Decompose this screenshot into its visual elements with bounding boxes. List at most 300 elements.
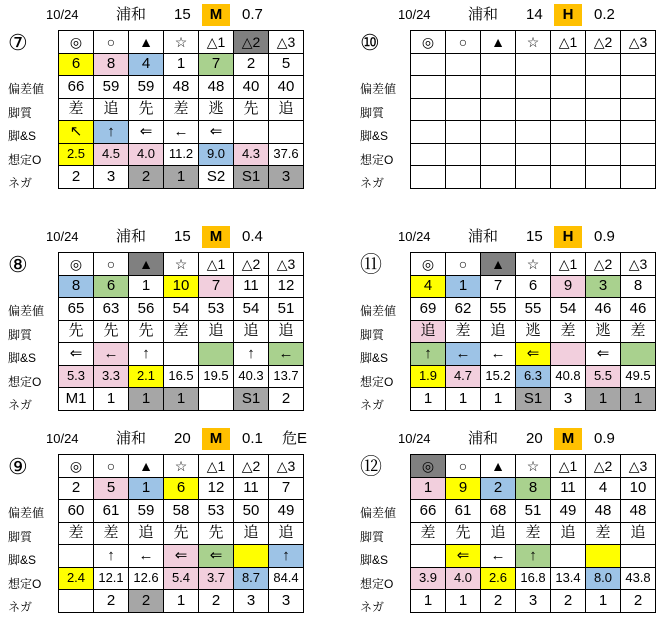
table-cell: 先: [199, 522, 234, 545]
table-cell: 19.5: [199, 365, 234, 388]
table-cell: 1.9: [411, 365, 446, 388]
table-cell: ←: [94, 343, 129, 366]
table-cell: △3: [269, 253, 304, 276]
table-cell: 56: [129, 298, 164, 321]
table-cell: ◎: [411, 253, 446, 276]
race-index-value: 0.2: [594, 6, 615, 23]
race-panel: [356, 428, 665, 628]
table-cell: ↑: [129, 343, 164, 366]
race-warning: 危E: [282, 430, 308, 447]
table-cell: ←: [446, 343, 481, 366]
leg-speed-row: [59, 121, 304, 144]
table-cell: 69: [411, 298, 446, 321]
table-cell: 先: [446, 522, 481, 545]
table-cell: △1: [199, 31, 234, 54]
table-cell: 65: [59, 298, 94, 321]
race-date: 10/24: [46, 7, 79, 22]
race-grade-badge: M: [202, 428, 230, 450]
table-cell: ○: [446, 253, 481, 276]
deviation-row: [59, 298, 304, 321]
table-cell: ▲: [481, 455, 516, 478]
table-cell: 9: [446, 477, 481, 500]
table-cell: 先: [59, 320, 94, 343]
table-cell: 差: [621, 320, 656, 343]
table-cell: 3: [94, 166, 129, 189]
table-cell: 追: [269, 522, 304, 545]
row-label: 脚&S: [360, 129, 389, 143]
table-cell: ⇐: [199, 545, 234, 568]
table-cell: [551, 545, 586, 568]
table-cell: 1: [411, 477, 446, 500]
table-cell: 2: [129, 590, 164, 613]
race-panel: [356, 4, 665, 204]
table-cell: 11: [234, 477, 269, 500]
table-cell: 追: [269, 98, 304, 121]
expected-odds-row: [411, 567, 656, 590]
table-cell: S1: [516, 388, 551, 411]
table-cell: 1: [586, 388, 621, 411]
table-cell: 2: [59, 477, 94, 500]
table-cell: 46: [621, 298, 656, 321]
race-grade-badge: M: [202, 4, 230, 26]
table-cell: 差: [411, 522, 446, 545]
race-index-value: 0.9: [594, 430, 615, 447]
table-cell: S1: [234, 166, 269, 189]
expected-odds-row: [411, 143, 656, 166]
table-cell: ⇐: [446, 545, 481, 568]
table-cell: 63: [94, 298, 129, 321]
expected-odds-row: [59, 143, 304, 166]
table-cell: [551, 76, 586, 99]
table-cell: ○: [94, 455, 129, 478]
table-cell: 54: [164, 298, 199, 321]
table-cell: [269, 121, 304, 144]
table-cell: 40: [269, 76, 304, 99]
mark-row: [411, 455, 656, 478]
table-cell: [621, 121, 656, 144]
table-cell: [621, 143, 656, 166]
table-cell: ◎: [411, 455, 446, 478]
table-cell: 1: [411, 388, 446, 411]
table-cell: [446, 53, 481, 76]
table-cell: ☆: [164, 253, 199, 276]
race-header: [4, 226, 324, 248]
table-cell: △3: [621, 31, 656, 54]
table-cell: 40.3: [234, 365, 269, 388]
race-date: 10/24: [46, 431, 79, 446]
table-cell: 8: [516, 477, 551, 500]
table-cell: 差: [516, 522, 551, 545]
table-cell: 54: [551, 298, 586, 321]
table-cell: 60: [59, 500, 94, 523]
table-cell: 4: [411, 275, 446, 298]
race-header: [356, 226, 665, 248]
table-cell: [234, 121, 269, 144]
table-cell: 2: [551, 590, 586, 613]
table-cell: 2: [621, 590, 656, 613]
row-label: 脚質: [360, 105, 385, 120]
table-cell: 66: [411, 500, 446, 523]
table-cell: 6: [94, 275, 129, 298]
table-cell: 3: [586, 275, 621, 298]
table-cell: 1: [164, 590, 199, 613]
table-cell: M1: [59, 388, 94, 411]
table-cell: 追: [94, 98, 129, 121]
table-cell: ☆: [516, 31, 551, 54]
mark-row: [411, 253, 656, 276]
leg-speed-row: [411, 121, 656, 144]
table-cell: [446, 166, 481, 189]
race-number: ⑫: [360, 454, 383, 479]
table-cell: 1: [129, 388, 164, 411]
table-cell: [516, 76, 551, 99]
table-cell: 5: [269, 53, 304, 76]
table-cell: 追: [269, 320, 304, 343]
table-cell: 2: [481, 477, 516, 500]
table-cell: 2: [94, 590, 129, 613]
table-cell: 2.1: [129, 365, 164, 388]
horse-number-row: [59, 53, 304, 76]
row-label: ネガ: [360, 398, 385, 412]
race-grade-badge: H: [554, 4, 582, 26]
table-cell: 68: [481, 500, 516, 523]
table-cell: [164, 343, 199, 366]
table-cell: 54: [234, 298, 269, 321]
race-venue: 浦和: [116, 6, 147, 23]
table-cell: ⇐: [586, 343, 621, 366]
table-cell: △1: [199, 253, 234, 276]
table-cell: 1: [164, 166, 199, 189]
table-cell: 49.5: [621, 365, 656, 388]
running-style-row: [59, 98, 304, 121]
table-cell: 12.6: [129, 567, 164, 590]
table-cell: 12: [269, 275, 304, 298]
table-cell: [446, 143, 481, 166]
table-cell: S1: [234, 388, 269, 411]
table-cell: 3.9: [411, 567, 446, 590]
table-cell: 40.8: [551, 365, 586, 388]
table-cell: [411, 143, 446, 166]
table-cell: 8.0: [586, 567, 621, 590]
horse-number-row: [59, 477, 304, 500]
table-cell: 1: [446, 590, 481, 613]
table-cell: [621, 166, 656, 189]
deviation-row: [59, 76, 304, 99]
table-cell: ▲: [129, 455, 164, 478]
race-index-value: 0.1: [242, 430, 263, 447]
table-cell: 5.5: [586, 365, 621, 388]
table-cell: 12: [199, 477, 234, 500]
table-cell: 1: [129, 477, 164, 500]
prediction-table: [410, 252, 656, 411]
deviation-row: [411, 298, 656, 321]
table-cell: 53: [199, 298, 234, 321]
table-cell: 37.6: [269, 143, 304, 166]
table-cell: ←: [129, 545, 164, 568]
table-cell: △2: [586, 31, 621, 54]
mark-row: [59, 31, 304, 54]
negative-row: [59, 166, 304, 189]
table-cell: 4.3: [234, 143, 269, 166]
table-cell: ☆: [516, 253, 551, 276]
row-label: 脚&S: [8, 129, 37, 143]
row-label: 偏差値: [360, 304, 397, 318]
table-cell: 61: [94, 500, 129, 523]
table-cell: 8: [621, 275, 656, 298]
table-cell: 1: [446, 275, 481, 298]
table-cell: 1: [621, 388, 656, 411]
race-date: 10/24: [398, 431, 431, 446]
table-cell: 3.7: [199, 567, 234, 590]
table-cell: 49: [551, 500, 586, 523]
table-cell: 3.3: [94, 365, 129, 388]
table-cell: 2: [59, 166, 94, 189]
table-cell: [446, 121, 481, 144]
expected-odds-row: [59, 567, 304, 590]
running-style-row: [411, 98, 656, 121]
table-cell: 62: [446, 298, 481, 321]
leg-speed-row: [411, 343, 656, 366]
table-cell: 2: [129, 166, 164, 189]
field-size: 20: [526, 430, 543, 447]
race-venue: 浦和: [468, 6, 499, 23]
table-cell: [586, 53, 621, 76]
leg-speed-row: [59, 545, 304, 568]
race-venue: 浦和: [468, 228, 499, 245]
race-index-value: 0.4: [242, 228, 263, 245]
table-cell: 差: [164, 320, 199, 343]
race-header: [4, 428, 324, 450]
table-cell: ↖: [59, 121, 94, 144]
row-label: 想定O: [360, 152, 394, 167]
table-cell: 51: [269, 298, 304, 321]
table-cell: 7: [199, 275, 234, 298]
table-cell: 4.0: [129, 143, 164, 166]
horse-number-row: [59, 275, 304, 298]
row-label: 想定O: [360, 374, 394, 389]
row-label: 偏差値: [8, 304, 45, 318]
table-cell: 10: [164, 275, 199, 298]
table-cell: 差: [586, 522, 621, 545]
prediction-table: [58, 30, 304, 189]
field-size: 15: [526, 228, 543, 245]
row-label: 脚質: [360, 327, 385, 342]
table-cell: 2: [481, 590, 516, 613]
table-cell: [199, 388, 234, 411]
table-cell: 先: [129, 320, 164, 343]
table-cell: [551, 343, 586, 366]
table-cell: 2.6: [481, 567, 516, 590]
row-label: ネガ: [8, 600, 33, 614]
horse-number-row: [411, 275, 656, 298]
table-cell: ↑: [269, 545, 304, 568]
table-cell: [481, 166, 516, 189]
row-label: 偏差値: [360, 82, 397, 96]
table-cell: 11.2: [164, 143, 199, 166]
table-cell: 追: [621, 522, 656, 545]
table-cell: [411, 166, 446, 189]
table-cell: 先: [164, 522, 199, 545]
table-cell: [411, 76, 446, 99]
table-cell: [516, 121, 551, 144]
table-cell: [551, 98, 586, 121]
table-cell: 11: [551, 477, 586, 500]
table-cell: 逃: [516, 320, 551, 343]
table-cell: [446, 98, 481, 121]
table-cell: [586, 545, 621, 568]
table-cell: 2: [234, 53, 269, 76]
row-label: ネガ: [360, 600, 385, 614]
table-cell: 6.3: [516, 365, 551, 388]
race-index-value: 0.7: [242, 6, 263, 23]
table-cell: [621, 53, 656, 76]
expected-odds-row: [411, 365, 656, 388]
table-cell: 55: [481, 298, 516, 321]
table-cell: ▲: [129, 253, 164, 276]
deviation-row: [411, 500, 656, 523]
table-cell: △3: [269, 31, 304, 54]
table-cell: 40: [234, 76, 269, 99]
table-cell: 2: [199, 590, 234, 613]
table-cell: 先: [129, 98, 164, 121]
race-number: ⑪: [360, 252, 383, 277]
row-label: 脚&S: [360, 351, 389, 365]
table-cell: 3: [516, 590, 551, 613]
row-label: 脚質: [8, 529, 33, 544]
row-label: 脚&S: [8, 351, 37, 365]
deviation-row: [59, 500, 304, 523]
prediction-table: [58, 252, 304, 411]
table-cell: △2: [234, 455, 269, 478]
table-cell: [516, 53, 551, 76]
table-cell: 2.4: [59, 567, 94, 590]
table-cell: 66: [59, 76, 94, 99]
row-label: 脚質: [8, 327, 33, 342]
table-cell: 追: [234, 320, 269, 343]
race-number: ⑦: [8, 30, 28, 55]
table-cell: 4.0: [446, 567, 481, 590]
table-cell: 差: [446, 320, 481, 343]
table-cell: [481, 53, 516, 76]
table-cell: [586, 166, 621, 189]
table-cell: 9: [551, 275, 586, 298]
horse-number-row: [411, 53, 656, 76]
table-cell: △1: [551, 253, 586, 276]
table-cell: 4.7: [446, 365, 481, 388]
table-cell: ←: [164, 121, 199, 144]
leg-speed-row: [411, 545, 656, 568]
table-cell: [481, 76, 516, 99]
table-cell: 差: [551, 320, 586, 343]
table-cell: 追: [411, 320, 446, 343]
table-cell: ◎: [411, 31, 446, 54]
table-cell: 8: [94, 53, 129, 76]
mark-row: [59, 455, 304, 478]
table-cell: ←: [481, 545, 516, 568]
race-header: [356, 428, 665, 450]
table-cell: 48: [586, 500, 621, 523]
table-cell: 48: [621, 500, 656, 523]
table-cell: 1: [586, 590, 621, 613]
table-cell: 5: [94, 477, 129, 500]
table-cell: 59: [94, 76, 129, 99]
table-cell: 8.7: [234, 567, 269, 590]
table-cell: 差: [164, 98, 199, 121]
table-cell: 差: [94, 522, 129, 545]
table-cell: [411, 53, 446, 76]
table-cell: 51: [516, 500, 551, 523]
table-cell: [516, 166, 551, 189]
table-cell: ◎: [59, 455, 94, 478]
table-cell: 追: [481, 522, 516, 545]
table-cell: ☆: [516, 455, 551, 478]
negative-row: [411, 388, 656, 411]
table-cell: ↑: [516, 545, 551, 568]
running-style-row: [59, 522, 304, 545]
table-cell: △1: [199, 455, 234, 478]
table-cell: ◎: [59, 253, 94, 276]
table-cell: ○: [94, 31, 129, 54]
table-cell: △1: [551, 455, 586, 478]
table-cell: 追: [481, 320, 516, 343]
table-cell: 3: [234, 590, 269, 613]
table-cell: 9.0: [199, 143, 234, 166]
table-cell: 59: [129, 76, 164, 99]
table-cell: 1: [94, 388, 129, 411]
negative-row: [411, 590, 656, 613]
table-cell: 16.8: [516, 567, 551, 590]
table-cell: △3: [621, 455, 656, 478]
table-cell: △2: [234, 253, 269, 276]
table-cell: [621, 343, 656, 366]
table-cell: ☆: [164, 31, 199, 54]
table-cell: [411, 121, 446, 144]
table-cell: 6: [59, 53, 94, 76]
table-cell: ▲: [481, 31, 516, 54]
row-label: 想定O: [8, 576, 42, 591]
table-cell: [516, 98, 551, 121]
table-cell: [411, 545, 446, 568]
table-cell: [621, 76, 656, 99]
table-cell: 61: [446, 500, 481, 523]
table-cell: [551, 121, 586, 144]
race-grade-badge: M: [554, 428, 582, 450]
table-cell: [234, 545, 269, 568]
table-cell: 13.4: [551, 567, 586, 590]
table-cell: [411, 98, 446, 121]
table-cell: ↑: [94, 545, 129, 568]
race-panel: [4, 226, 324, 426]
table-cell: 追: [234, 522, 269, 545]
running-style-row: [411, 522, 656, 545]
race-date: 10/24: [398, 229, 431, 244]
table-cell: ◎: [59, 31, 94, 54]
table-cell: △3: [269, 455, 304, 478]
race-panel: [4, 4, 324, 204]
negative-row: [411, 166, 656, 189]
table-cell: ○: [446, 455, 481, 478]
race-date: 10/24: [46, 229, 79, 244]
table-cell: 差: [59, 98, 94, 121]
table-cell: 13.7: [269, 365, 304, 388]
table-cell: S2: [199, 166, 234, 189]
table-cell: 1: [129, 275, 164, 298]
table-cell: △3: [621, 253, 656, 276]
table-cell: ▲: [129, 31, 164, 54]
table-cell: 7: [481, 275, 516, 298]
prediction-table: [410, 30, 656, 189]
table-cell: ↑: [94, 121, 129, 144]
